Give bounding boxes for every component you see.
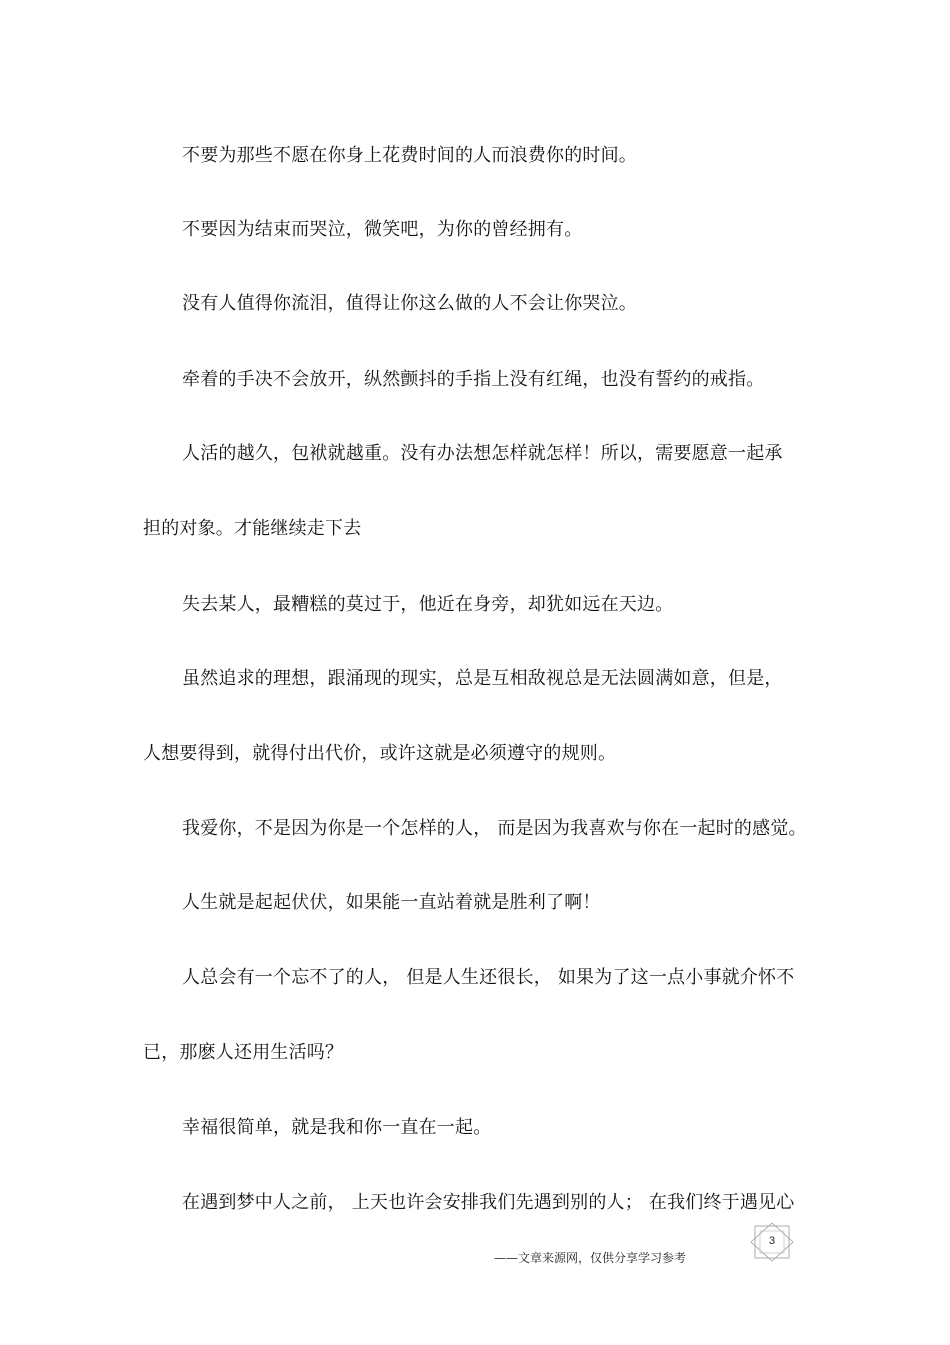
text-line: 不要为那些不愿在你身上花费时间的人而浪费你的时间。	[182, 145, 637, 166]
text-line: 人活的越久，包袱就越重。没有办法想怎样就怎样！所以，需要愿意一起承	[182, 443, 783, 464]
text-line: 幸福很简单，就是我和你一直在一起。	[182, 1117, 492, 1138]
text-line: 虽然追求的理想，跟涌现的现实，总是互相敌视总是无法圆满如意，但是，	[182, 668, 783, 689]
text-line: 人总会有一个忘不了的人， 但是人生还很长， 如果为了这一点小事就介怀不	[182, 967, 795, 988]
text-line: 失去某人，最糟糕的莫过于，他近在身旁，却犹如远在天边。	[182, 594, 674, 615]
text-line: 已，那麽人还用生活吗？	[143, 1042, 344, 1063]
page-number-badge	[749, 1222, 795, 1262]
text-line: 不要因为结束而哭泣，微笑吧，为你的曾经拥有。	[182, 219, 583, 240]
text-line: 牵着的手决不会放开，纵然颤抖的手指上没有红绳，也没有誓约的戒指。	[182, 369, 765, 390]
text-line: 没有人值得你流泪，值得让你这么做的人不会让你哭泣。	[182, 293, 637, 314]
text-line: 人想要得到，就得付出代价，或许这就是必须遵守的规则。	[143, 743, 617, 764]
text-line: 在遇到梦中人之前， 上天也许会安排我们先遇到别的人； 在我们终于遇见心	[182, 1192, 795, 1213]
text-line: 人生就是起起伏伏，如果能一直站着就是胜利了啊！	[182, 892, 601, 913]
footer-source-note: ——文章来源网，仅供分享学习参考	[494, 1251, 687, 1265]
text-line: 我爱你，不是因为你是一个怎样的人， 而是因为我喜欢与你在一起时的感觉。	[182, 818, 807, 839]
text-line: 担的对象。才能继续走下去	[143, 518, 362, 539]
page-number: 3	[768, 1235, 776, 1247]
